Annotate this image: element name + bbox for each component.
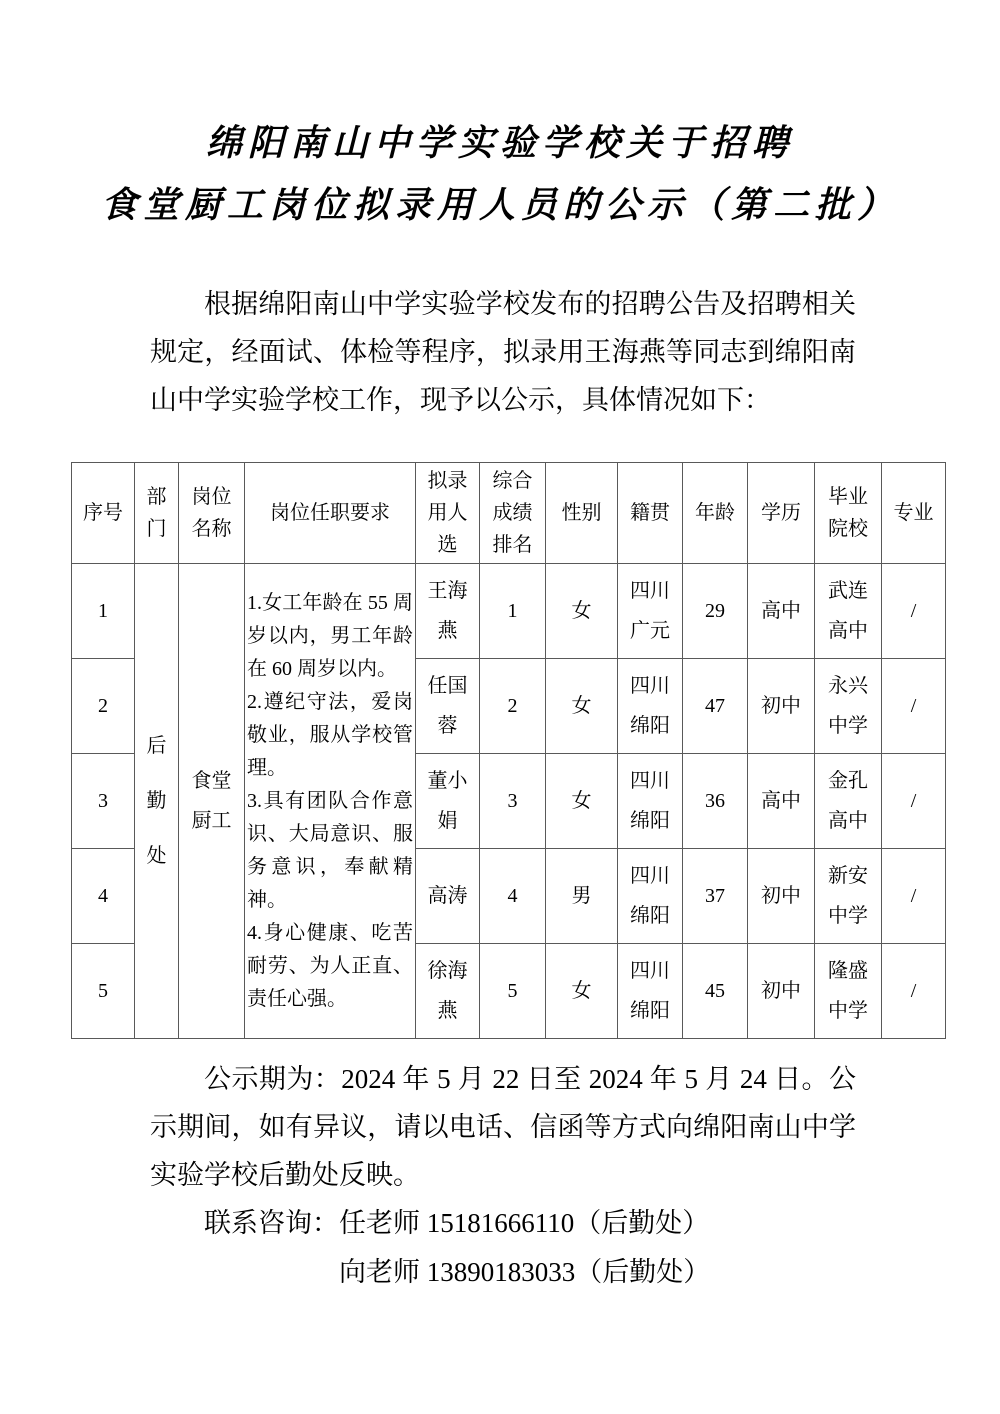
requirement-item: 1.女工年龄在 55 周岁以内，男工年龄在 60 周岁以内。 <box>247 591 413 680</box>
header-rank: 综合成绩排名 <box>480 463 546 564</box>
cell-age: 37 <box>683 849 748 944</box>
header-department: 部门 <box>135 463 179 564</box>
requirement-item: 2.遵纪守法，爱岗敬业，服从学校管理。 <box>247 690 413 779</box>
cell-education: 初中 <box>748 659 815 754</box>
cell-no: 5 <box>72 944 135 1039</box>
header-school: 毕业院校 <box>815 463 882 564</box>
cell-school: 武连高中 <box>815 564 882 659</box>
title-line-2: 食堂厨工岗位拟录用人员的公示（第二批） <box>100 185 899 225</box>
cell-origin: 四川广元 <box>618 564 683 659</box>
contact-line-1: 联系咨询：任老师 15181666110（后勤处） <box>204 1208 710 1238</box>
header-age: 年龄 <box>683 463 748 564</box>
candidates-table <box>71 462 946 1039</box>
cell-age: 29 <box>683 564 748 659</box>
cell-rank: 3 <box>480 754 546 849</box>
cell-school: 金孔高中 <box>815 754 882 849</box>
cell-no: 4 <box>72 849 135 944</box>
header-no: 序号 <box>72 463 135 564</box>
cell-education: 初中 <box>748 849 815 944</box>
intro-paragraph: 根据绵阳南山中学实验学校发布的招聘公告及招聘相关规定，经面试、体检等程序，拟录用王海燕等同志到绵阳南山中学实验学校工作，现予以公示，具体情况如下： <box>150 289 856 415</box>
publicity-period-paragraph: 公示期为：2024 年 5 月 22 日至 2024 年 5 月 24 日。公示期间，如有异议，请以电话、信函等方式向绵阳南山中学实验学校后勤处反映。 <box>150 1064 856 1190</box>
cell-rank: 5 <box>480 944 546 1039</box>
cell-rank: 4 <box>480 849 546 944</box>
header-origin: 籍贯 <box>618 463 683 564</box>
cell-education: 高中 <box>748 754 815 849</box>
requirement-item: 3.具有团队合作意识、大局意识、服务意识，奉献精神。 <box>247 789 413 911</box>
cell-department: 后勤处 <box>135 564 179 1039</box>
title-line-1: 绵阳南山中学实验学校关于招聘 <box>205 123 794 163</box>
cell-origin: 四川绵阳 <box>618 659 683 754</box>
cell-name: 任国蓉 <box>416 659 480 754</box>
cell-name: 董小娟 <box>416 754 480 849</box>
cell-rank: 2 <box>480 659 546 754</box>
header-gender: 性别 <box>546 463 618 564</box>
cell-origin: 四川绵阳 <box>618 944 683 1039</box>
cell-origin: 四川绵阳 <box>618 754 683 849</box>
header-education: 学历 <box>748 463 815 564</box>
requirement-item: 4.身心健康、吃苦耐劳、为人正直、责任心强。 <box>247 921 413 1010</box>
cell-origin: 四川绵阳 <box>618 849 683 944</box>
cell-gender: 女 <box>546 944 618 1039</box>
cell-requirements <box>245 564 416 1039</box>
header-requirements: 岗位任职要求 <box>245 463 416 564</box>
cell-school: 新安中学 <box>815 849 882 944</box>
cell-no: 1 <box>72 564 135 659</box>
cell-age: 47 <box>683 659 748 754</box>
header-major: 专业 <box>882 463 946 564</box>
cell-name: 徐海燕 <box>416 944 480 1039</box>
cell-education: 初中 <box>748 944 815 1039</box>
cell-no: 2 <box>72 659 135 754</box>
table-header-row <box>72 463 946 564</box>
cell-name: 高涛 <box>416 849 480 944</box>
cell-gender: 女 <box>546 659 618 754</box>
cell-major: / <box>882 754 946 849</box>
cell-school: 永兴中学 <box>815 659 882 754</box>
cell-major: / <box>882 944 946 1039</box>
cell-major: / <box>882 659 946 754</box>
cell-age: 36 <box>683 754 748 849</box>
header-position-name: 岗位名称 <box>179 463 245 564</box>
cell-gender: 女 <box>546 564 618 659</box>
cell-school: 隆盛中学 <box>815 944 882 1039</box>
cell-position: 食堂厨工 <box>179 564 245 1039</box>
header-candidate: 拟录用人选 <box>416 463 480 564</box>
cell-education: 高中 <box>748 564 815 659</box>
cell-age: 45 <box>683 944 748 1039</box>
cell-gender: 男 <box>546 849 618 944</box>
cell-major: / <box>882 849 946 944</box>
cell-rank: 1 <box>480 564 546 659</box>
table-row-1 <box>72 564 946 659</box>
cell-name: 王海燕 <box>416 564 480 659</box>
document-title <box>0 112 1000 236</box>
cell-major: / <box>882 564 946 659</box>
cell-gender: 女 <box>546 754 618 849</box>
contact-line-2: 向老师 13890183033（后勤处） <box>339 1257 711 1287</box>
cell-no: 3 <box>72 754 135 849</box>
